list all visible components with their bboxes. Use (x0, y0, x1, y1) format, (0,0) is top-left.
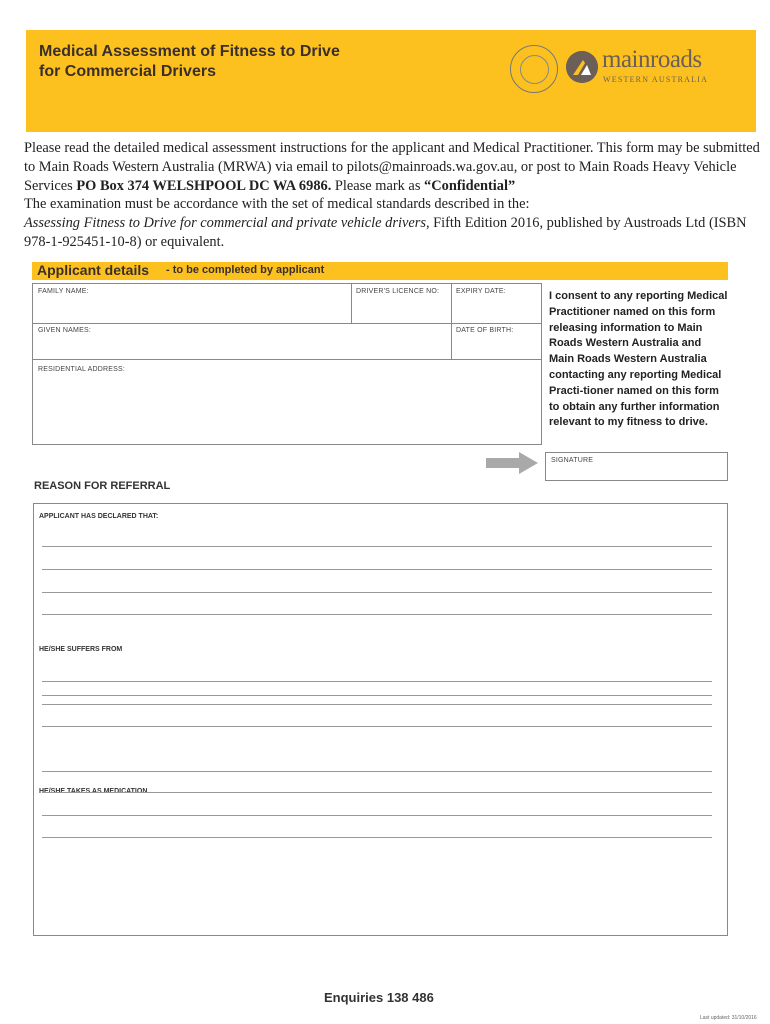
wa-government-crest-icon (510, 45, 558, 93)
reference-paragraph (24, 214, 764, 252)
reason-for-referral-box (33, 503, 728, 936)
signature-label: SIGNATURE (551, 457, 594, 464)
declared-label: APPLICANT HAS DECLARED THAT: (39, 513, 159, 520)
suffers-from-line[interactable] (42, 771, 712, 772)
reason-for-referral-heading: REASON FOR REFERRAL (34, 480, 171, 492)
given-names-label: GIVEN NAMES: (38, 327, 91, 334)
licence-number-label: DRIVER'S LICENCE NO: (356, 288, 440, 295)
mainroads-logo-icon (566, 51, 598, 83)
form-title-line1: Medical Assessment of Fitness to Drive (39, 43, 340, 60)
instructions-text: Please read the detailed medical assessment instructions for the applicant and Medical Practitioner. This form may be submitted to Main Roads Western Australia (MRWA) via email to pilots@mainroads.wa.gov.au, or post to Main Roads Heavy Vehicle Services (24, 140, 760, 194)
applicant-details-subheading: - to be completed by applicant (166, 264, 325, 276)
family-name-label: FAMILY NAME: (38, 288, 89, 295)
applicant-details-header (32, 262, 728, 280)
date-of-birth-field[interactable] (451, 323, 542, 360)
medication-line[interactable] (42, 837, 712, 838)
last-updated: Last updated: 31/10/2016 (700, 1015, 757, 1021)
expiry-date-label: EXPIRY DATE: (456, 288, 506, 295)
form-title-line2: for Commercial Drivers (39, 63, 216, 80)
instructions-text-2: Please mark as (331, 178, 425, 194)
medication-line[interactable] (42, 792, 712, 793)
suffers-from-line[interactable] (42, 726, 712, 727)
arrow-right-icon (486, 452, 538, 474)
declared-line[interactable] (42, 546, 712, 547)
suffers-from-line[interactable] (42, 695, 712, 696)
mainroads-wordmark: mainroads (602, 46, 702, 73)
enquiries-number: Enquiries 138 486 (324, 990, 434, 1005)
expiry-date-field[interactable] (451, 283, 542, 324)
residential-address-field[interactable] (32, 359, 542, 445)
medication-line[interactable] (42, 815, 712, 816)
medication-label: HE/SHE TAKES AS MEDICATION (39, 788, 148, 795)
signature-field[interactable] (545, 452, 728, 481)
family-name-field[interactable] (32, 283, 352, 324)
reference-title: Assessing Fitness to Drive for commercial and private vehicle drivers (24, 215, 426, 231)
header-banner (26, 30, 756, 132)
suffers-from-line[interactable] (42, 704, 712, 705)
mainroads-subtitle: WESTERN AUSTRALIA (603, 75, 709, 84)
instructions-paragraph (24, 139, 764, 196)
residential-address-label: RESIDENTIAL ADDRESS: (38, 366, 125, 373)
consent-statement: I consent to any reporting Medical Practitioner named on this form releasing information to Main Roads Western Australia and Main Roads Western Australia contacting any reporting Medical Practi-tioner named on this form to obtain any further information relevant to my fitness to drive. (549, 290, 728, 429)
postal-address: PO Box 374 WELSHPOOL DC WA 6986. (76, 178, 332, 194)
standards-paragraph: The examination must be accordance with the set of medical standards described in the: (24, 196, 530, 212)
confidential-label: “Confidential” (424, 178, 516, 194)
declared-line[interactable] (42, 569, 712, 570)
form-title (39, 42, 340, 82)
suffers-from-label: HE/SHE SUFFERS FROM (39, 646, 123, 653)
declared-line[interactable] (42, 614, 712, 615)
date-of-birth-label: DATE OF BIRTH: (456, 327, 514, 334)
suffers-from-line[interactable] (42, 681, 712, 682)
licence-number-field[interactable] (351, 283, 452, 324)
reference-details: , Fifth Edition 2016, published by Austroads Ltd (ISBN 978-1-925451-10-8) or equivalent. (24, 215, 747, 250)
given-names-field[interactable] (32, 323, 452, 360)
applicant-details-heading: Applicant details (37, 262, 150, 278)
declared-line[interactable] (42, 592, 712, 593)
